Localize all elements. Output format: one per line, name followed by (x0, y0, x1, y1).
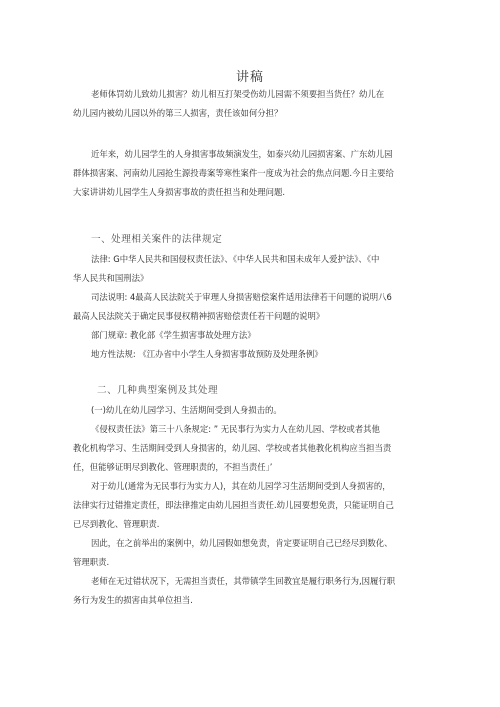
dept-regulation: 部门规章: 教化部《学生损害事故处理方法》 (91, 330, 256, 340)
law-line-2: 华人民共和国刑法》 (73, 273, 149, 283)
conclusion-line-1: 因此，在之前举出的案例中，幼儿园假如想免责，肯定要证明自己已经尽到数化、 (91, 538, 393, 548)
intro-line-2: 幼儿园内被幼儿园以外的第三人损害，责任该如何分担？ (73, 108, 283, 118)
intro-line-1: 老师体罚幼儿致幼儿损害？幼儿相互打架受伤幼儿园需不须要担当货任？幼儿在 (91, 89, 385, 99)
judicial-line-2: 最高人民法院关于确定民事侵权精神损害赔偿责任若干问题的说明》 (73, 311, 325, 321)
teacher-line-1: 老师在无过错状况下，无需担当责任，其带镇学生回教宜是履行职务行为,因履行职 (91, 576, 396, 586)
article-line-3: 任，但能够证明尽到教化、管理职责的，不担当责任」’ (73, 462, 273, 472)
law-line-1: 法律: G中华人民共和国侵权责任法》、《中华人民共和国未成年人爱护法》、《中 (91, 254, 380, 264)
conclusion-line-2: 管理职责. (73, 557, 110, 567)
para1-line-3: 大家讲讲幼儿园学生人身损害事故的责任担当和处理问题. (73, 187, 286, 197)
document-title: 讲稿 (235, 70, 264, 85)
article-line-2: 教化机构学习、生活期间受到人身损害的，幼儿园、学校或者其他教化机构应当担当责 (73, 443, 392, 453)
explanation-line-2: 法律实行过错推定责任，即法律推定由幼儿园担当责任.幼儿园要想免责，只能证明自己 (73, 500, 394, 510)
teacher-line-2: 务行为发生的损害由其单位担当. (73, 595, 193, 605)
local-regulation: 地方性法规: 《江办省中小学生人身损害事故预防及处理条例》 (91, 349, 323, 359)
para1-line-1: 近年来，幼儿园学生的人身损害事故频演发生，如泰兴幼儿园损害案、广东幼儿园 (91, 149, 393, 159)
judicial-line-1: 司法说明: 4最高人民法院关于审理人身损害赔偿案件适用法律若干问题的说明八6 (91, 292, 392, 302)
subsection-1: (一)幼儿在幼儿园学习、生活期间受到人身损击的。 (91, 405, 282, 415)
explanation-line-3: 已尽到教化、管理职责. (73, 519, 160, 529)
section1-heading: 一、处理相关案件的法律规定 (91, 234, 223, 245)
explanation-line-1: 对于幼儿(通常为无民事行为实力人)，其在幼儿园学习生活期间受到人身损害的， (91, 481, 391, 491)
para1-line-2: 群体损害案、河南幼儿园抢生源投毒案等寒性案件一度成为社会的焦点问题.今日主要给 (73, 168, 394, 178)
section2-heading: 二、几种典型案例及其处理 (97, 385, 219, 396)
article-line-1: 《侵权责任法》第三十八条规定: ” 无民事行为实力人在幼儿园、学校或者其他 (91, 424, 380, 434)
